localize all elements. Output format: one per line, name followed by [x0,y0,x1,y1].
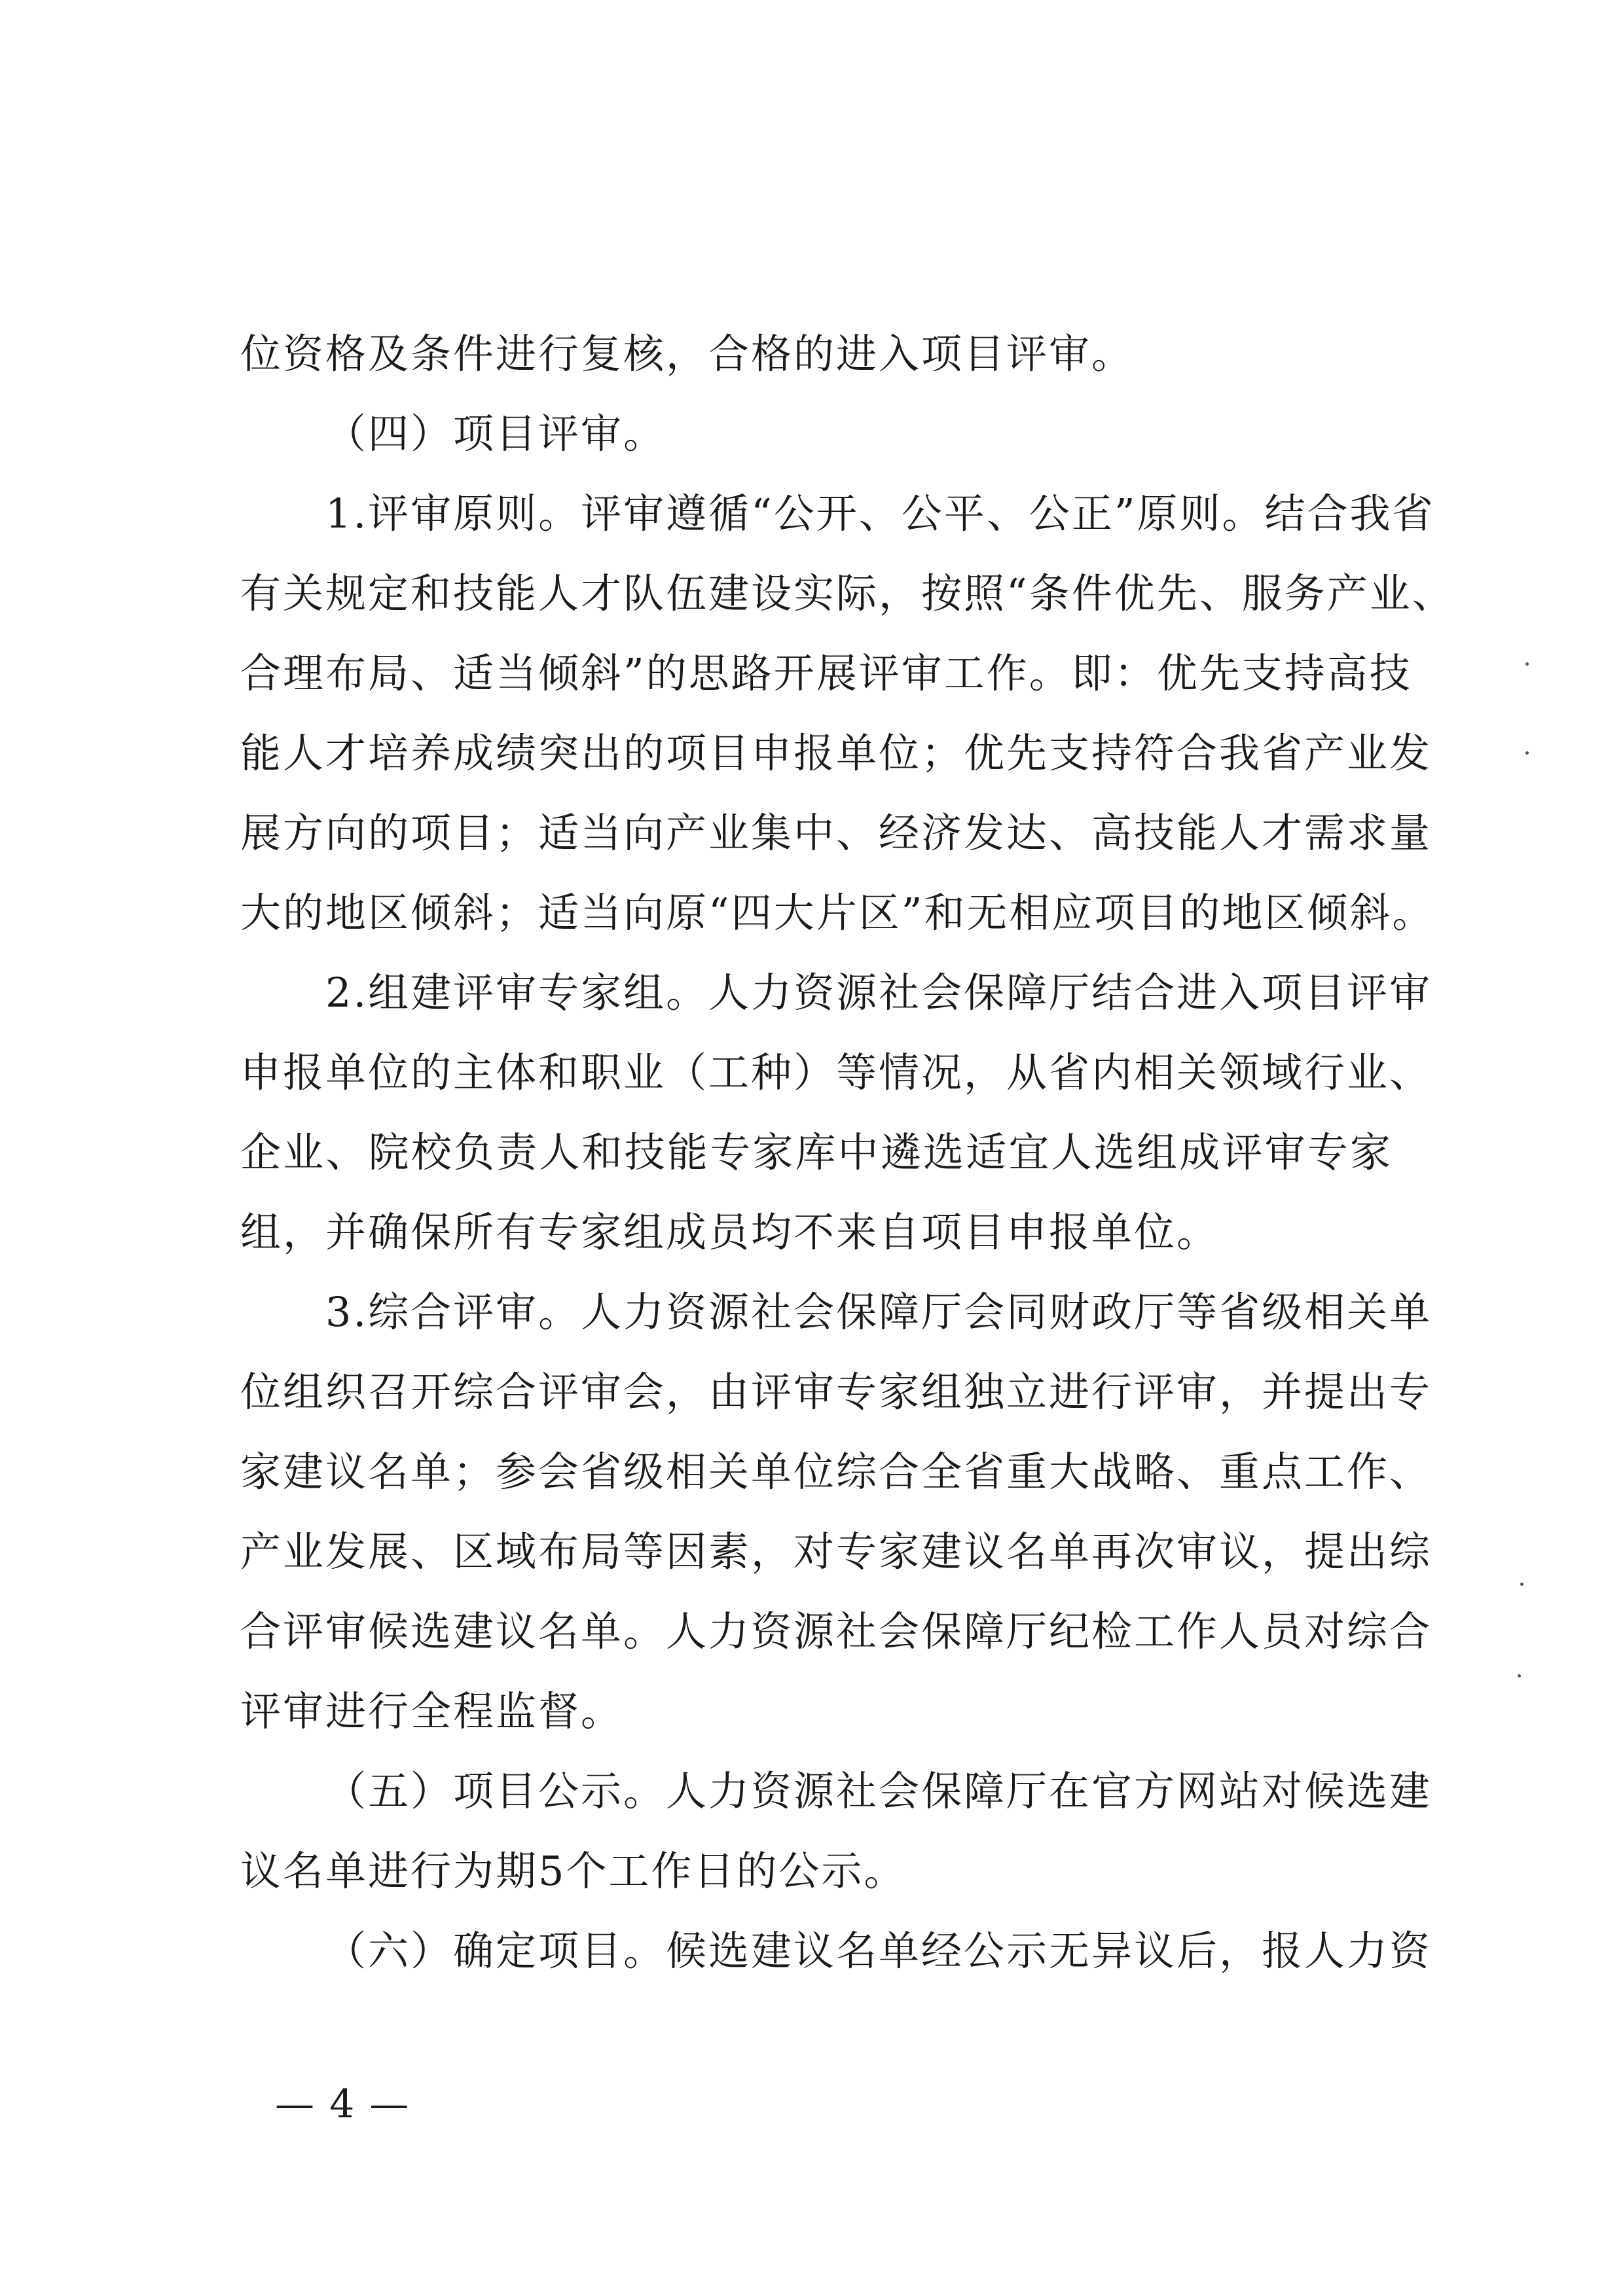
text-line: 申报单位的主体和职业（工种）等情况，从省内相关领域行业、 [240,1049,1432,1096]
text-line: 企业、院校负责人和技能专家库中遴选适宜人选组成评审专家 [240,1128,1393,1176]
scan-speck [1525,751,1529,755]
text-line: （六）确定项目。候选建议名单经公示无异议后，报人力资 [325,1927,1432,1975]
text-line: 1.评审原则。评审遵循“公开、公平、公正”原则。结合我省 [325,490,1435,537]
section-heading: （四）项目评审。 [325,410,666,457]
text-line: 大的地区倾斜；适当向原“四大片区”和无相应项目的地区倾斜。 [240,889,1435,937]
text-line: 能人才培养成绩突出的项目申报单位；优先支持符合我省产业发 [240,729,1432,777]
text-line: 家建议名单；参会省级相关单位综合全省重大战略、重点工作、 [240,1448,1432,1496]
text-line: 3.综合评审。人力资源社会保障厅会同财政厅等省级相关单 [325,1288,1432,1336]
text-line: 议名单进行为期5个工作日的公示。 [240,1847,907,1895]
scan-speck [1525,662,1529,666]
text-line: （五）项目公示。人力资源社会保障厅在官方网站对候选建 [325,1767,1432,1815]
text-line: 展方向的项目；适当向产业集中、经济发达、高技能人才需求量 [240,809,1432,857]
scan-speck [1520,1583,1523,1586]
text-line: 位组织召开综合评审会，由评审专家组独立进行评审，并提出专 [240,1368,1432,1416]
text-line: 2.组建评审专家组。人力资源社会保障厅结合进入项目评审 [325,969,1432,1016]
text-line: 有关规定和技能人才队伍建设实际，按照“条件优先、服务产业、 [240,569,1455,617]
scan-speck [1518,1674,1521,1677]
text-line: 产业发展、区域布局等因素，对专家建议名单再次审议，提出综 [240,1528,1432,1575]
text-line: 组，并确保所有专家组成员均不来自项目申报单位。 [240,1208,1220,1256]
body-text [240,314,1455,1991]
text-line: 合评审候选建议名单。人力资源社会保障厅纪检工作人员对综合 [240,1607,1432,1655]
page-number: — 4 — [275,2081,410,2127]
text-line: 合理布局、适当倾斜”的思路开展评审工作。即：优先支持高技 [240,649,1412,697]
text-line: 评审进行全程监督。 [240,1687,624,1735]
text-line: 位资格及条件进行复核，合格的进入项目评审。 [240,330,1135,378]
